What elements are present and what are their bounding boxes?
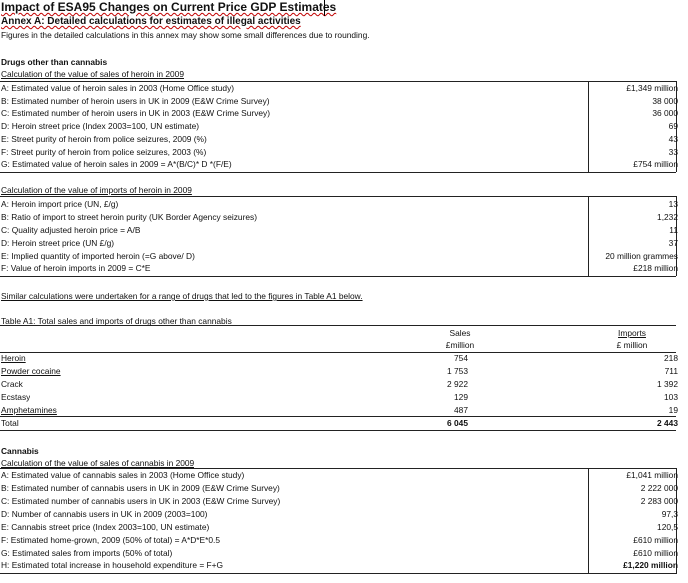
heroin-sales-row-c[interactable]: C: Estimated number of heroin users in UK in 2003 (E&W Crime Survey) 36 000 [1,108,678,118]
drugs-heading: Drugs other than cannabis [1,57,108,67]
heroin-imports-box-bottom [0,276,676,277]
heroin-sales-title: Calculation of the value of sales of heroin in 2009 [1,69,184,79]
cannabis-row-a[interactable]: A: Estimated value of cannabis sales in 2003 (Home Office study) £1,041 million [1,470,678,480]
cannabis-row-c[interactable]: C: Estimated number of cannabis users in UK in 2003 (E&W Crime Survey) 2 283 000 [1,496,678,506]
cannabis-row-d[interactable]: D: Number of cannabis users in UK in 2009 (2003=100) 97,3 [1,509,678,519]
cannabis-box-bottom [0,573,676,574]
table-a1-unit-row [0,339,688,352]
col-sales-header: Sales [449,328,471,338]
col-sales-unit: £million [445,340,475,350]
table-a1-top-rule [0,325,676,326]
table-a1-bottom-rule [0,430,676,431]
table-row[interactable]: Powder cocaine 1 753 711 [1,366,678,376]
heroin-imports-box-top [0,196,676,197]
heroin-sales-row-b[interactable]: B: Estimated number of heroin users in UK in 2009 (E&W Crime Survey) 38 000 [1,96,678,106]
heroin-sales-row-e[interactable]: E: Street purity of heroin from police seizures, 2009 (%) 43 [1,134,678,144]
col-imports-header: Imports [618,328,646,338]
cannabis-row-b[interactable]: B: Estimated number of cannabis users in UK in 2009 (E&W Crime Survey) 2 222 000 [1,483,678,493]
heroin-imports-row-a[interactable]: A: Heroin import price (UN, £/g) 13 [1,199,678,209]
cannabis-row-e[interactable]: E: Cannabis street price (Index 2003=100, UN estimate) 120,5 [1,522,678,532]
table-row[interactable]: Crack 2 922 1 392 [1,379,678,389]
cannabis-row-h[interactable]: H: Estimated total increase in household expenditure = F+G £1,220 million [1,560,678,570]
similar-calculations-note: Similar calculations were undertaken for a range of drugs that led to the figures in Table A1 below. [1,291,363,301]
cannabis-sales-title: Calculation of the value of sales of cannabis in 2009 [1,458,195,468]
table-a1-title: Table A1: Total sales and imports of drugs other than cannabis [1,316,232,326]
rounding-note: Figures in the detailed calculations in this annex may show some small differences due to rounding. [1,30,370,40]
heroin-sales-row-f[interactable]: F: Street purity of heroin from police seizures, 2003 (%) 33 [1,147,678,157]
text-cursor [324,0,325,16]
document-title: Impact of ESA95 Changes on Current Price GDP Estimates [1,0,337,14]
heroin-imports-title: Calculation of the value of imports of heroin in 2009 [1,185,192,195]
annex-title: Annex A: Detailed calculations for estimates of illegal activities [1,16,301,27]
table-row[interactable]: Amphetamines 487 19 [1,405,678,415]
table-row[interactable]: Ecstasy 129 103 [1,392,678,402]
table-row[interactable]: Heroin 754 218 [1,353,678,363]
heroin-imports-row-e[interactable]: E: Implied quantity of imported heroin (=G above/ D) 20 million grammes [1,251,678,261]
heroin-imports-row-c[interactable]: C: Quality adjusted heroin price = A/B 11 [1,225,678,235]
col-imports-unit: £ million [616,340,648,350]
table-a1-total-row[interactable]: Total 6 045 2 443 [1,418,678,428]
heroin-imports-row-f[interactable]: F: Value of heroin imports in 2009 = C*E £218 million [1,263,678,273]
heroin-sales-row-d[interactable]: D: Heroin street price (Index 2003=100, UN estimate) 69 [1,121,678,131]
heroin-imports-row-b[interactable]: B: Ratio of import to street heroin purity (UK Border Agency seizures) 1,232 [1,212,678,222]
cannabis-row-g[interactable]: G: Estimated sales from imports (50% of total) £610 million [1,548,678,558]
heroin-sales-row-a[interactable]: A: Estimated value of heroin sales in 2003 (Home Office study) £1,349 million [1,83,678,93]
heroin-sales-box-bottom [0,172,676,173]
heroin-sales-row-g[interactable]: G: Estimated value of heroin sales in 2009 = A*(B/C)* D *(F/E) £754 million [1,159,678,169]
heroin-imports-row-d[interactable]: D: Heroin street price (UN £/g) 37 [1,238,678,248]
cannabis-row-f[interactable]: F: Estimated home-grown, 2009 (50% of total) = A*D*E*0.5 £610 million [1,535,678,545]
cannabis-heading: Cannabis [1,446,39,456]
